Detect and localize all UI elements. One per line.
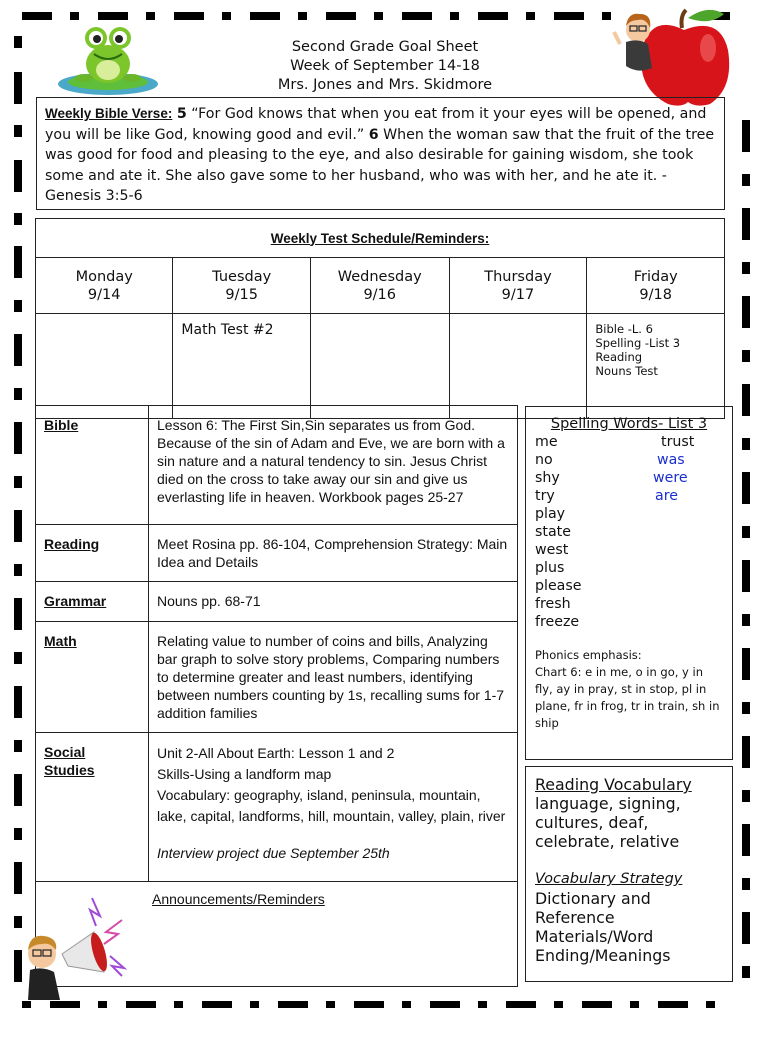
vocabulary-words: language, signing, cultures, deaf, celebrate, relative [535, 794, 681, 851]
list-item: state [535, 524, 571, 540]
page-header [200, 38, 570, 95]
list-item: me trust [535, 434, 695, 450]
list-item: shy were [535, 470, 688, 486]
verse-text-6: When the woman saw that the fruit of the tree was good for food and pleasing to the eye, and also desirable for gaining wisdom, she took some and ate it. She also gave some to her husband, who was with her, and he ate it. - Genesis 3:5-6 [45, 126, 715, 204]
page-title: Second Grade Goal Sheet [291, 39, 479, 55]
day-header-friday: Friday 9/18 [587, 258, 725, 314]
weekly-bible-verse [36, 97, 725, 210]
subject-content-math: Relating value to number of coins and bills, Analyzing bar graph to solve story problems, Comparing numbers to determine greater and least numbers, identifying between numbers counting by 1s, recalling sums for 1-7 addition families [149, 622, 518, 733]
subject-label-reading: Reading [36, 525, 149, 582]
subject-label-social-studies: Social Studies [36, 733, 149, 882]
frog-illustration [56, 24, 160, 96]
phonics-emphasis: Phonics emphasis: Chart 6: e in me, o in go, y in fly, ay in pray, st in stop, pl in plane, fr in frog, tr in train, sh in ship [535, 648, 720, 730]
list-item: plus [535, 560, 565, 576]
test-schedule-table [35, 218, 725, 419]
subject-label-bible: Bible [36, 406, 149, 525]
spelling-words-box [525, 406, 733, 760]
list-item: west [535, 542, 569, 558]
subject-content-social-studies: Unit 2-All About Earth: Lesson 1 and 2 Skills-Using a landform map Vocabulary: geography, island, peninsula, mountain, lake, capital, landforms, hill, mountain, valley, plain, river Interview project due September 25th [149, 733, 518, 882]
week-label: Week of September 14-18 [290, 58, 480, 74]
verse-text-5: “For God knows that when you eat from it your eyes will be opened, and you will be like God, knowing good and evil.” [45, 106, 707, 143]
list-item: please [535, 578, 582, 594]
monday-note [36, 314, 173, 419]
friday-note: Bible -L. 6 Spelling -List 3 Reading Nouns Test [587, 314, 725, 419]
vocabulary-title: Reading Vocabulary [535, 775, 692, 794]
vocabulary-strategy-title: Vocabulary Strategy [535, 871, 683, 887]
day-header-tuesday: Tuesday 9/15 [173, 258, 311, 314]
list-item: no was [535, 452, 685, 468]
subject-content-reading: Meet Rosina pp. 86-104, Comprehension Strategy: Main Idea and Details [149, 525, 518, 582]
day-header-thursday: Thursday 9/17 [449, 258, 587, 314]
schedule-title: Weekly Test Schedule/Reminders: [36, 219, 725, 258]
list-item: try are [535, 488, 678, 504]
wednesday-note [310, 314, 449, 419]
teachers-label: Mrs. Jones and Mrs. Skidmore [277, 77, 493, 93]
list-item: freeze [535, 614, 580, 630]
tuesday-note: Math Test #2 [173, 314, 311, 419]
subject-content-grammar: Nouns pp. 68-71 [149, 582, 518, 622]
verse-number-6: 6 [368, 126, 379, 143]
subject-label-grammar: Grammar [36, 582, 149, 622]
thursday-note [449, 314, 587, 419]
spelling-title: Spelling Words- List 3 [550, 416, 708, 432]
verse-number-5: 5 [176, 106, 187, 122]
apple-illustration [612, 4, 736, 108]
subject-label-math: Math [36, 622, 149, 733]
list-item: play [535, 506, 566, 522]
day-header-monday: Monday 9/14 [36, 258, 173, 314]
day-header-wednesday: Wednesday 9/16 [310, 258, 449, 314]
reading-vocabulary-box [525, 766, 733, 982]
announcements-title: Announcements/Reminders [152, 891, 325, 907]
subject-content-bible: Lesson 6: The First Sin,Sin separates us from God. Because of the sin of Adam and Eve, we are born with a sin nature and a natural tendency to sin. Jesus Christ died on the cross to take away our sin and give us everlasting life in heaven. Workbook pages 25-27 [149, 406, 518, 525]
verse-label: Weekly Bible Verse: [45, 106, 173, 121]
vocabulary-strategy: Dictionary and Reference Materials/Word Ending/Meanings [535, 889, 671, 965]
list-item: fresh [535, 596, 571, 612]
megaphone-teacher-illustration [26, 892, 132, 1000]
